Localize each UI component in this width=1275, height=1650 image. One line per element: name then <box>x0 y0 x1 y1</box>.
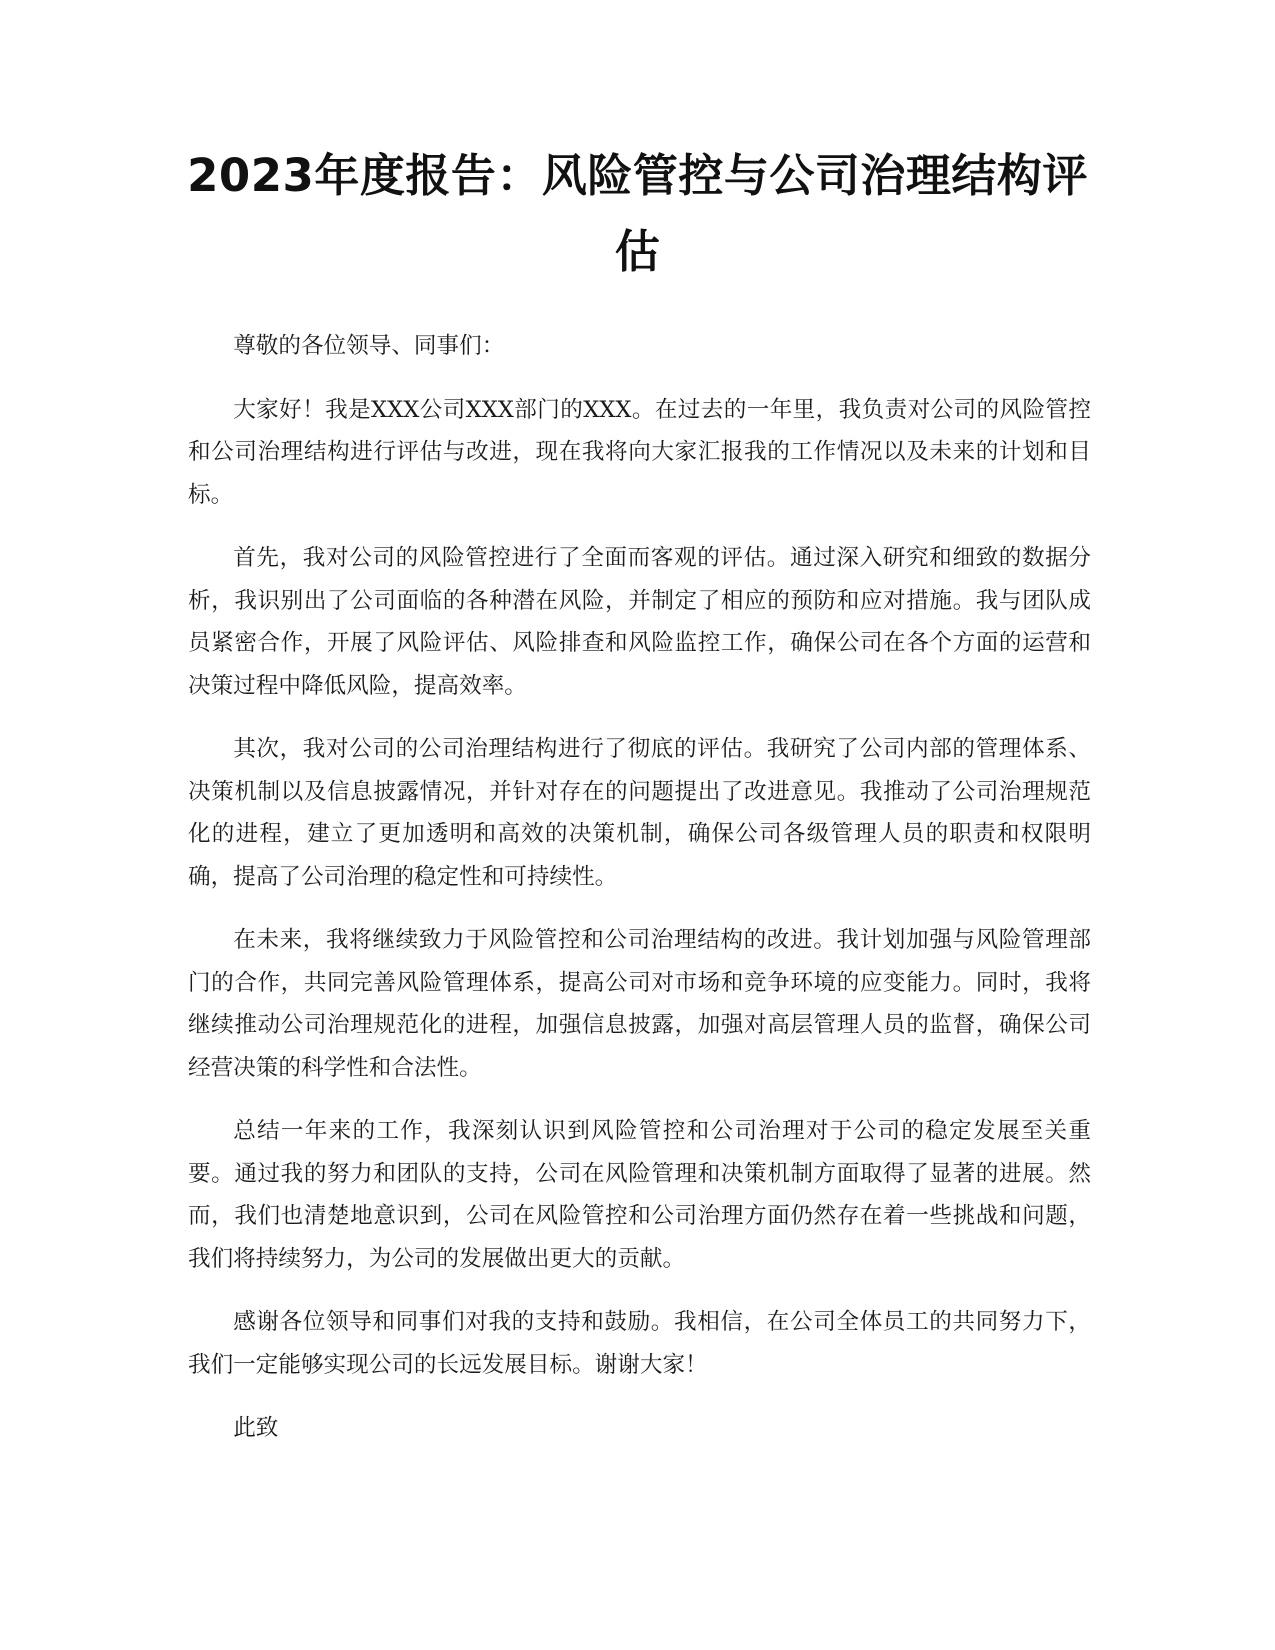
closing-paragraph: 此致 <box>233 1415 279 1441</box>
document-body <box>188 325 1091 1471</box>
body-paragraph: 首先，我对公司的风险管控进行了全面而客观的评估。通过深入研究和细致的数据分析，我识别出了公司面临的各种潜在风险，并制定了相应的预防和应对措施。我与团队成员紧密合作，开展了风险评估、风险排查和风险监控工作，确保公司在各个方面的运营和决策过程中降低风险，提高效率。 <box>188 545 1091 699</box>
body-paragraph: 总结一年来的工作，我深刻认识到风险管控和公司治理对于公司的稳定发展至关重要。通过我的努力和团队的支持，公司在风险管理和决策机制方面取得了显著的进展。然而，我们也清楚地意识到，公司在风险管控和公司治理方面仍然存在着一些挑战和问题，我们将持续努力，为公司的发展做出更大的贡献。 <box>188 1118 1091 1272</box>
body-paragraph: 其次，我对公司的公司治理结构进行了彻底的评估。我研究了公司内部的管理体系、决策机制以及信息披露情况，并针对存在的问题提出了改进意见。我推动了公司治理规范化的进程，建立了更加透明和高效的决策机制，确保公司各级管理人员的职责和权限明确，提高了公司治理的稳定性和可持续性。 <box>188 736 1091 890</box>
body-paragraph: 大家好！我是XXX公司XXX部门的XXX。在过去的一年里，我负责对公司的风险管控和公司治理结构进行评估与改进，现在我将向大家汇报我的工作情况以及未来的计划和目标。 <box>188 396 1091 508</box>
salutation-paragraph: 尊敬的各位领导、同事们： <box>233 333 505 359</box>
body-paragraph: 在未来，我将继续致力于风险管控和公司治理结构的改进。我计划加强与风险管理部门的合作，共同完善风险管理体系，提高公司对市场和竞争环境的应变能力。同时，我将继续推动公司治理规范化的进程，加强信息披露，加强对高层管理人员的监督，确保公司经营决策的科学性和合法性。 <box>188 927 1091 1081</box>
document-title: 2023年度报告：风险管控与公司治理结构评估 <box>187 149 1088 278</box>
body-paragraph: 感谢各位领导和同事们对我的支持和鼓励。我相信，在公司全体员工的共同努力下，我们一定能够实现公司的长远发展目标。谢谢大家！ <box>188 1309 1091 1378</box>
